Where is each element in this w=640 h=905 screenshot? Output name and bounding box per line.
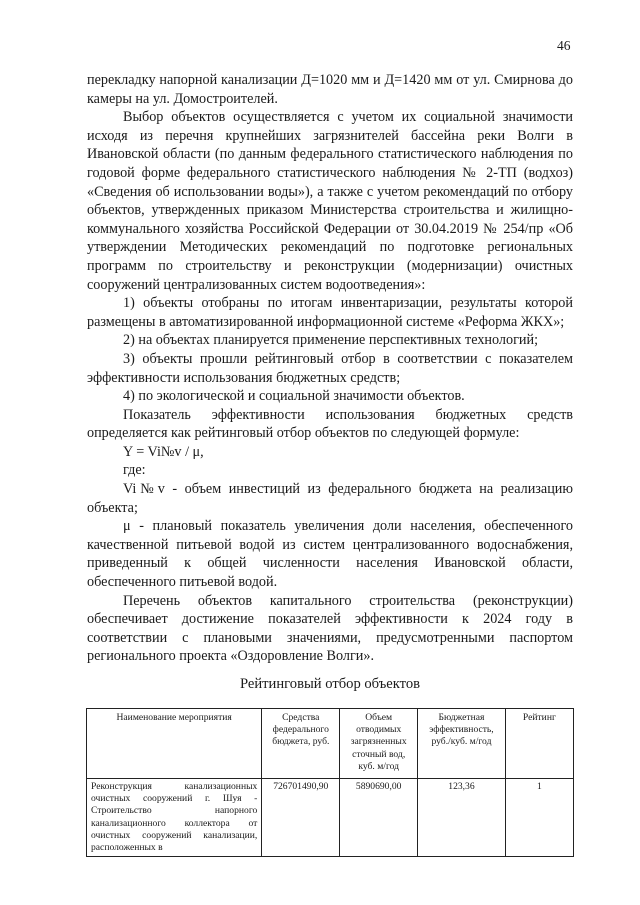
paragraph: Выбор объектов осуществляется с учетом их социальной значимости исходя из перечня крупнейших загрязнителей бассейна реки Волги в Ивановской области (по данным федерального статистического наблюдения по годовой форме федерального статистического наблюдения № 2-ТП (водхоз) «Сведения об использовании воды»), а также с учетом рекомендаций по отбору объектов, утвержденных приказом Министерства строительства и жилищно-коммунального хозяйства Российской Федерации от 30.04.2019 № 254/пр «Об утверждении Методических рекомендаций по подготовке региональных программ по строительству и реконструкции (модернизации) очистных сооружений централизованных систем водоотведения»: <box>87 109 573 293</box>
definition: μ - плановый показатель увеличения доли населения, обеспеченного качественной питьевой водой из систем централизованного водоснабжения, приведенный к общей численности населения Ивановской области, обеспеченного питьевой водой. <box>87 518 573 591</box>
paragraph: где: <box>123 462 146 479</box>
table-header-row <box>87 709 574 779</box>
paragraph: перекладку напорной канализации Д=1020 мм и Д=1420 мм от ул. Смирнова до камеры на ул. Домостроителей. <box>87 72 573 107</box>
column-header-name: Наименование мероприятия <box>87 709 262 779</box>
list-item: 1) объекты отобраны по итогам инвентаризации, результаты которой размещены в автоматизированной информационной системе «Реформа ЖКХ»; <box>87 295 573 330</box>
definition: Vi№v - объем инвестиций из федерального бюджета на реализацию объекта; <box>87 481 573 516</box>
column-header-rating: Рейтинг <box>505 709 573 779</box>
page-number: 46 <box>557 38 571 53</box>
table-row <box>87 779 574 857</box>
body-text <box>87 71 573 666</box>
formula: Y = Vi№v / μ, <box>123 443 204 460</box>
column-header-budget: Средства федерального бюджета, руб. <box>262 709 340 779</box>
cell-volume: 5890690,00 <box>340 779 418 857</box>
list-item: 4) по экологической и социальной значимости объектов. <box>123 388 465 405</box>
list-item: 3) объекты прошли рейтинговый отбор в соответствии с показателем эффективности использования бюджетных средств; <box>87 350 573 386</box>
rating-table <box>86 708 574 857</box>
list-item: 2) на объектах планируется применение перспективных технологий; <box>123 332 539 349</box>
column-header-volume: Объем отводимых загрязненных сточный вод, куб. м/год <box>340 709 418 779</box>
cell-rating: 1 <box>505 779 573 857</box>
paragraph: Показатель эффективности использования бюджетных средств определяется как рейтинговый отбор объектов по следующей формуле: <box>87 406 573 442</box>
cell-name: Реконструкция канализационных очистных сооружений г. Шуя - Строительство напорного канализационного коллектора от очистных сооружений канализации, расположенных в <box>87 779 262 857</box>
cell-budget: 726701490,90 <box>262 779 340 857</box>
cell-efficiency: 123,36 <box>418 779 506 857</box>
column-header-efficiency: Бюджетная эффективность, руб./куб. м/год <box>418 709 506 779</box>
table-title: Рейтинговый отбор объектов <box>239 676 421 692</box>
paragraph: Перечень объектов капитального строительства (реконструкции) обеспечивает достижение показателей эффективности к 2024 году в соответствии с плановыми значениями, предусмотренными паспортом регионального проекта «Оздоровление Волги». <box>87 592 573 665</box>
